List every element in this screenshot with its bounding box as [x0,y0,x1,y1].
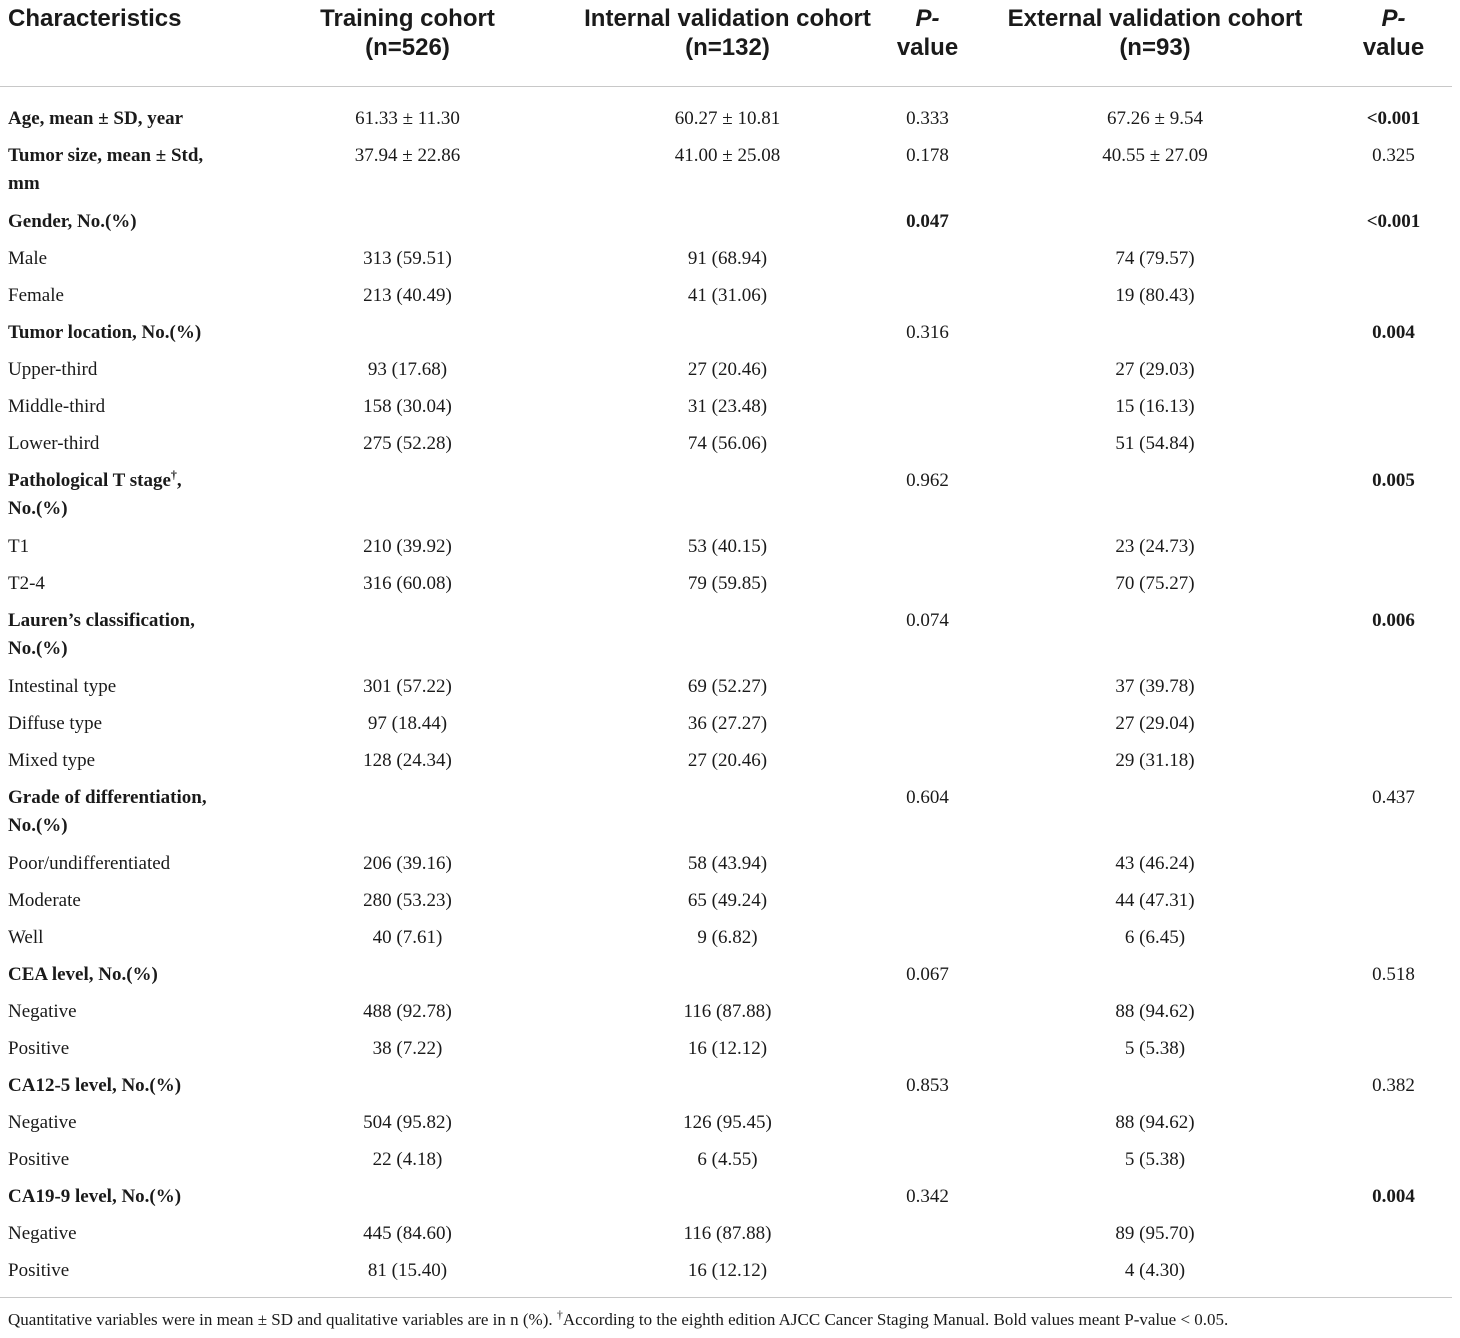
cell-training: 504 (95.82) [363,1112,452,1133]
row-label: Positive [8,1260,70,1281]
row-label-line1: Grade of differentiation, [8,787,207,808]
cell-pvalue-1: 0.316 [906,322,949,343]
cell-pvalue-2: 0.325 [1372,145,1415,166]
table-row [0,245,1452,282]
cell-training: 37.94 ± 22.86 [354,145,461,166]
table-row [0,1146,1452,1183]
cell-pvalue-2 [1335,430,1452,467]
cell-pvalue-2 [1335,1146,1452,1183]
cell-pvalue-2 [1335,245,1452,282]
table-row [0,784,1452,850]
row-label [0,142,240,208]
cell-pvalue-1 [880,570,975,607]
row-label: Well [8,927,44,948]
cell-pvalue-2 [1335,393,1452,430]
cell-pvalue-2: 0.005 [1372,470,1415,491]
row-label [0,607,240,673]
cell-internal: 16 (12.12) [687,1260,768,1281]
row-label-line1: Pathological T stage [8,470,171,491]
table-footnote [0,1297,1452,1332]
cell-pvalue-2 [1335,850,1452,887]
header-pvalue-2-line2: value [1362,34,1425,61]
cell-external: 40.55 ± 27.09 [1102,145,1208,166]
row-label: Female [8,285,64,306]
footnote-part2: According to the eighth edition AJCC Cancer Staging Manual. Bold values meant P-value < 0.05. [562,1310,1229,1329]
cell-external: 23 (24.73) [1115,536,1195,557]
header-external [975,0,1335,87]
cell-pvalue-1 [880,1035,975,1072]
row-label: Lower-third [8,433,100,454]
cell-pvalue-2: <0.001 [1366,211,1421,232]
table-row [0,87,1452,143]
table-row [0,1035,1452,1072]
table-row [0,998,1452,1035]
cell-external: 5 (5.38) [1124,1038,1186,1059]
row-label [0,784,240,850]
cell-training: 93 (17.68) [367,359,448,380]
header-pvalue-1-line2: value [896,34,959,61]
cell-pvalue-1 [880,887,975,924]
cell-training [240,208,575,245]
cell-pvalue-1 [880,282,975,319]
header-internal-line2: (n=132) [685,34,770,61]
cell-training [240,1183,575,1220]
cell-training: 81 (15.40) [367,1260,448,1281]
table-row [0,142,1452,208]
header-characteristics-text: Characteristics [8,5,182,32]
table-row [0,1220,1452,1257]
cell-training: 445 (84.60) [363,1223,452,1244]
cell-pvalue-2 [1335,673,1452,710]
footnote-text [0,1298,1452,1332]
cell-pvalue-1 [880,747,975,784]
header-training [240,0,575,87]
cell-training: 128 (24.34) [363,750,452,771]
cell-internal: 16 (12.12) [687,1038,768,1059]
cell-training: 301 (57.22) [363,676,452,697]
cell-pvalue-1 [880,998,975,1035]
table-row [0,1072,1452,1109]
cell-training: 61.33 ± 11.30 [355,108,460,129]
cell-internal [575,961,880,998]
cell-external: 37 (39.78) [1115,676,1195,697]
cell-external: 67.26 ± 9.54 [1107,108,1203,129]
row-label: Intestinal type [8,676,117,697]
cell-external: 6 (6.45) [1124,927,1186,948]
cell-internal [575,208,880,245]
cell-internal: 126 (95.45) [683,1112,772,1133]
row-label: Age, mean ± SD, year [8,108,184,129]
cell-external [975,319,1335,356]
cell-internal: 79 (59.85) [687,573,768,594]
cell-pvalue-2: 0.437 [1372,787,1415,808]
table-row [0,467,1452,533]
table-row [0,430,1452,467]
cell-pvalue-2 [1335,1035,1452,1072]
row-label: CA19-9 level, No.(%) [8,1186,182,1207]
row-label: Male [8,248,48,269]
cell-internal [575,1072,880,1109]
row-label: T2-4 [8,573,45,594]
row-label: Negative [8,1001,77,1022]
header-internal-line1: Internal validation cohort [584,5,871,32]
cell-training [240,467,575,533]
row-label: CA12-5 level, No.(%) [8,1075,182,1096]
cell-internal: 53 (40.15) [687,536,768,557]
cell-pvalue-1: 0.853 [906,1075,949,1096]
cell-internal: 41 (31.06) [687,285,768,306]
cell-pvalue-1 [880,533,975,570]
cell-training: 40 (7.61) [372,927,443,948]
cell-internal: 116 (87.88) [683,1223,772,1244]
cell-pvalue-1 [880,356,975,393]
row-label-line1: Lauren’s classification, [8,610,195,631]
cell-internal [575,1183,880,1220]
cell-internal: 41.00 ± 25.08 [674,145,781,166]
row-label-comma: , [176,470,182,491]
table-row [0,356,1452,393]
header-pvalue-2 [1335,0,1452,87]
cell-pvalue-2 [1335,282,1452,319]
cell-pvalue-2 [1335,356,1452,393]
header-pvalue-2-line1: P- [1381,5,1406,32]
cell-training: 316 (60.08) [363,573,452,594]
cell-internal: 74 (56.06) [687,433,768,454]
cell-pvalue-1 [880,1146,975,1183]
cell-internal [575,784,880,850]
cell-training: 158 (30.04) [363,396,452,417]
table-row [0,533,1452,570]
row-label: Middle-third [8,396,106,417]
row-label-line2: No.(%) [8,498,68,519]
cell-internal: 27 (20.46) [687,750,768,771]
row-label: Gender, No.(%) [8,211,137,232]
row-label: Negative [8,1223,77,1244]
dagger-mark: † [170,467,177,482]
cell-external [975,1183,1335,1220]
cell-pvalue-2: 0.006 [1372,610,1415,631]
cell-pvalue-1 [880,245,975,282]
cell-internal: 91 (68.94) [687,248,768,269]
cell-external: 51 (54.84) [1115,433,1195,454]
cell-external: 29 (31.18) [1115,750,1195,771]
table-row [0,747,1452,784]
cell-internal: 9 (6.82) [697,927,758,948]
cell-pvalue-2 [1335,533,1452,570]
cell-pvalue-2 [1335,998,1452,1035]
cell-pvalue-2: <0.001 [1366,108,1421,129]
row-label: Upper-third [8,359,98,380]
row-label: Positive [8,1149,70,1170]
cell-external: 27 (29.03) [1115,359,1195,380]
cell-training: 488 (92.78) [363,1001,452,1022]
cell-external [975,961,1335,998]
cell-pvalue-1: 0.074 [906,610,949,631]
cell-pvalue-2: 0.518 [1372,964,1415,985]
cell-training: 97 (18.44) [367,713,448,734]
table-row [0,570,1452,607]
row-label-line2: mm [8,173,40,194]
row-label: Diffuse type [8,713,103,734]
cell-pvalue-1 [880,1220,975,1257]
cell-internal: 58 (43.94) [687,853,768,874]
row-label: Poor/undifferentiated [8,853,171,874]
row-label: Mixed type [8,750,96,771]
cell-external: 70 (75.27) [1115,573,1195,594]
header-characteristics [0,0,240,87]
cell-pvalue-2 [1335,747,1452,784]
cell-internal: 65 (49.24) [687,890,768,911]
cell-pvalue-2 [1335,887,1452,924]
cell-external: 88 (94.62) [1115,1112,1195,1133]
cell-pvalue-1: 0.962 [906,470,949,491]
cell-external: 19 (80.43) [1115,285,1195,306]
cell-pvalue-1 [880,710,975,747]
cell-training: 22 (4.18) [372,1149,443,1170]
cell-pvalue-1: 0.604 [906,787,949,808]
row-label: Negative [8,1112,77,1133]
row-label: Tumor location, No.(%) [8,322,202,343]
header-pvalue-1-line1: P- [915,5,940,32]
cell-internal: 6 (4.55) [697,1149,758,1170]
footnote-part1: Quantitative variables were in mean ± SD and qualitative variables are in n (%). [8,1310,557,1329]
table-row [0,924,1452,961]
row-label: CEA level, No.(%) [8,964,158,985]
cell-pvalue-2 [1335,1220,1452,1257]
cell-internal: 116 (87.88) [683,1001,772,1022]
cell-external: 44 (47.31) [1115,890,1195,911]
cell-external: 88 (94.62) [1115,1001,1195,1022]
cell-external: 4 (4.30) [1124,1260,1186,1281]
cell-external: 5 (5.38) [1124,1149,1186,1170]
row-label: Moderate [8,890,81,911]
table-row [0,961,1452,998]
table-row [0,607,1452,673]
cell-pvalue-2 [1335,924,1452,961]
table-row [0,850,1452,887]
row-label-line1: Tumor size, mean ± Std, [8,145,204,166]
cell-training: 313 (59.51) [363,248,452,269]
row-label: Positive [8,1038,70,1059]
cell-pvalue-2: 0.004 [1372,1186,1415,1207]
cell-pvalue-2 [1335,1109,1452,1146]
table-row [0,1257,1452,1294]
cell-internal [575,319,880,356]
cell-external [975,208,1335,245]
table-row [0,887,1452,924]
cell-external [975,1072,1335,1109]
table-row [0,393,1452,430]
cell-internal [575,607,880,673]
table-row [0,673,1452,710]
header-row [0,0,1452,87]
row-label [0,467,240,533]
cell-pvalue-1 [880,850,975,887]
cell-training: 275 (52.28) [363,433,452,454]
cell-pvalue-1 [880,1257,975,1294]
header-training-line1: Training cohort [320,5,495,32]
cell-external: 27 (29.04) [1115,713,1195,734]
cell-pvalue-1: 0.342 [906,1186,949,1207]
cell-external: 43 (46.24) [1115,853,1195,874]
cell-pvalue-1 [880,430,975,467]
cell-internal: 31 (23.48) [687,396,768,417]
row-label: T1 [8,536,30,557]
cell-training [240,961,575,998]
cell-training [240,607,575,673]
cell-external: 74 (79.57) [1115,248,1195,269]
header-pvalue-1 [880,0,975,87]
header-external-line2: (n=93) [1119,34,1191,61]
cell-external [975,784,1335,850]
cell-training: 210 (39.92) [363,536,452,557]
cell-pvalue-2: 0.004 [1372,322,1415,343]
header-training-line2: (n=526) [365,34,450,61]
cell-training [240,1072,575,1109]
header-internal [575,0,880,87]
cell-pvalue-2 [1335,570,1452,607]
cell-external: 15 (16.13) [1115,396,1195,417]
cell-internal: 69 (52.27) [687,676,768,697]
footnote-dagger: † [556,1307,563,1322]
cell-internal: 27 (20.46) [687,359,768,380]
table-row [0,319,1452,356]
cell-pvalue-1 [880,673,975,710]
cell-internal: 60.27 ± 10.81 [674,108,781,129]
cell-pvalue-1: 0.067 [906,964,949,985]
cell-external: 89 (95.70) [1115,1223,1195,1244]
cell-training [240,319,575,356]
cell-pvalue-1: 0.178 [906,145,949,166]
cell-training [240,784,575,850]
cell-pvalue-2 [1335,710,1452,747]
cell-training: 206 (39.16) [363,853,452,874]
cell-external [975,467,1335,533]
table-row [0,1109,1452,1146]
cell-pvalue-1: 0.047 [906,211,949,232]
cell-pvalue-1: 0.333 [906,108,949,129]
cell-internal: 36 (27.27) [687,713,768,734]
cell-pvalue-1 [880,1109,975,1146]
row-label-line2: No.(%) [8,638,68,659]
cell-training: 38 (7.22) [372,1038,443,1059]
row-label-line2: No.(%) [8,815,68,836]
cell-pvalue-1 [880,393,975,430]
cell-external [975,607,1335,673]
cell-training: 280 (53.23) [363,890,452,911]
cell-pvalue-1 [880,924,975,961]
cell-pvalue-2 [1335,1257,1452,1294]
table-row [0,1183,1452,1220]
table-row [0,282,1452,319]
header-external-line1: External validation cohort [1007,5,1303,32]
table-row [0,208,1452,245]
cell-pvalue-2: 0.382 [1372,1075,1415,1096]
cell-training: 213 (40.49) [363,285,452,306]
table-row [0,710,1452,747]
cell-internal [575,467,880,533]
